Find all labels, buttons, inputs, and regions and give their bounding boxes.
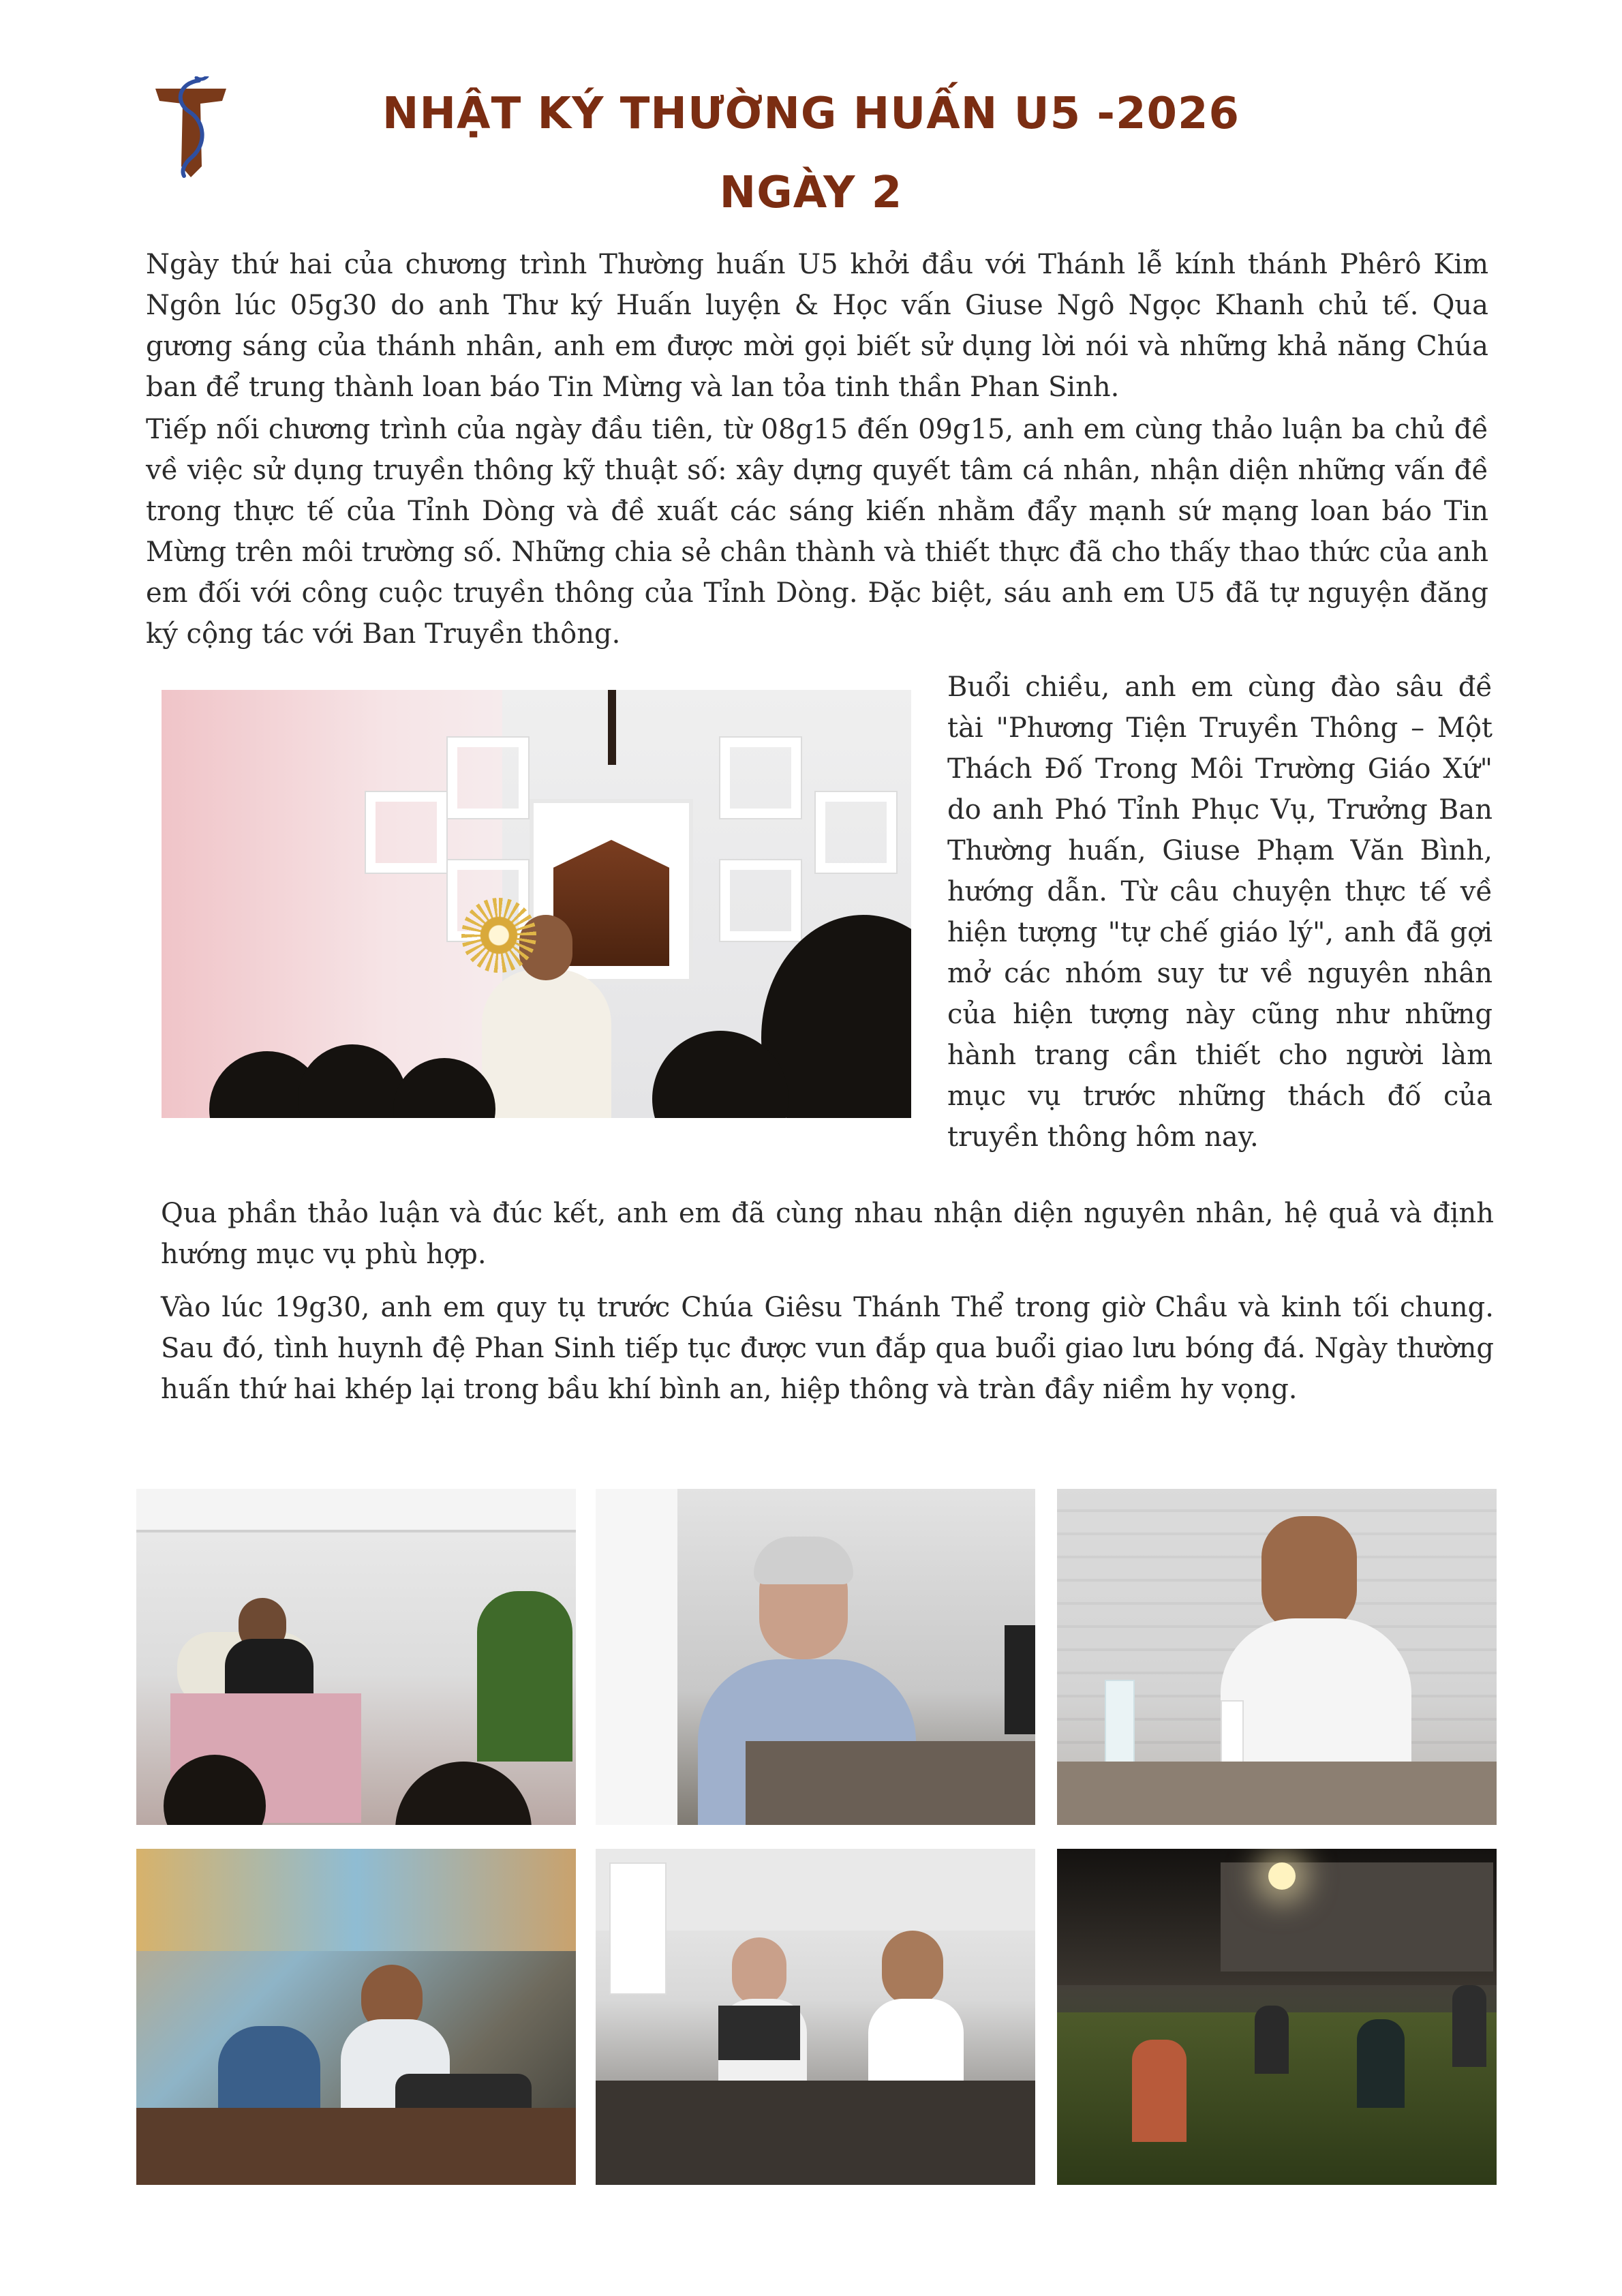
photo-wall-pattern <box>816 792 896 873</box>
paragraph-conclusion: Qua phần thảo luận và đúc kết, anh em đã cùng nhau nhận diện nguyên nhân, hệ quả và định hướng mục vụ phù hợp. <box>161 1198 1494 1270</box>
monstrance-icon <box>461 898 536 973</box>
paragraph-evening: Vào lúc 19g30, anh em quy tụ trước Chúa Giêsu Thánh Thể trong giờ Chầu và kinh tối chung. Sau đó, tình huynh đệ Phan Sinh tiếp tục được vun đắp qua buổi giao lưu bóng đá. Ngày thường huấn thứ hai khép lại trong bầu khí bình an, hiệp thông và tràn đầy niềm hy vọng. <box>161 1292 1494 1405</box>
paragraph-afternoon: Buổi chiều, anh em cùng đào sâu đề tài "Phương Tiện Truyền Thông – Một Thách Đố Trong Môi Trường Giáo Xứ" do anh Phó Tỉnh Phục Vụ, Trưởng Ban Thường huấn, Giuse Phạm Văn Bình, hướng dẫn. Từ câu chuyện thực tế về hiện tượng "tự chế giáo lý", anh đã gợi mở các nhóm suy tư về nguyên nhân của hiện tượng này cũng như những hành trang cần thiết cho người làm mục vụ trước những thách đố của truyền thông hôm nay. <box>947 671 1493 1153</box>
photo-football-match <box>1057 1849 1497 2185</box>
photo-wall-pattern <box>720 738 801 818</box>
page-title: NHẬT KÝ THƯỜNG HUẤN U5 -2026 <box>382 89 1240 139</box>
page-subtitle: NGÀY 2 <box>719 168 903 218</box>
photo-wall-pattern <box>720 860 801 941</box>
photo-group-discussion-mural <box>136 1849 576 2185</box>
photo-eucharistic-adoration <box>162 690 911 1118</box>
cross-icon <box>608 690 616 765</box>
photo-speaker-microphone <box>596 1489 1035 1825</box>
photo-wall-pattern <box>366 792 446 873</box>
paragraph-morning-mass: Ngày thứ hai của chương trình Thường huấn U5 khởi đầu với Thánh lễ kính thánh Phêrô Kim Ngôn lúc 05g30 do anh Thư ký Huấn luyện & Học vấn Giuse Ngô Ngọc Khanh chủ tế. Qua gương sáng của thánh nhân, anh em được mời gọi biết sử dụng lời nói và những khả năng Chúa ban để trung thành loan báo Tin Mừng và lan tỏa tinh thần Phan Sinh. <box>146 249 1488 403</box>
photo-audience-head <box>298 1044 407 1118</box>
paragraph-discussion: Tiếp nối chương trình của ngày đầu tiên, từ 08g15 đến 09g15, anh em cùng thảo luận ba chủ đề về việc sử dụng truyền thông kỹ thuật số: xây dựng quyết tâm cá nhân, nhận diện những vấn đề trong thực tế của Tỉnh Dòng và đề xuất các sáng kiến nhằm đẩy mạnh sứ mạng loan báo Tin Mừng trên môi trường số. Những chia sẻ chân thành và thiết thực đã cho thấy thao thức của anh em đối với công cuộc truyền thông của Tỉnh Dòng. Đặc biệt, sáu anh em U5 đã tự nguyện đăng ký cộng tác với Ban Truyền thông. <box>146 414 1488 650</box>
photo-group-laptop <box>596 1849 1035 2185</box>
photo-audience-head <box>393 1058 495 1118</box>
photo-participant-speaking <box>1057 1489 1497 1825</box>
photo-wall-pattern <box>448 738 528 818</box>
photo-priest-vestment <box>482 969 611 1118</box>
photo-speaker-table <box>136 1489 576 1825</box>
